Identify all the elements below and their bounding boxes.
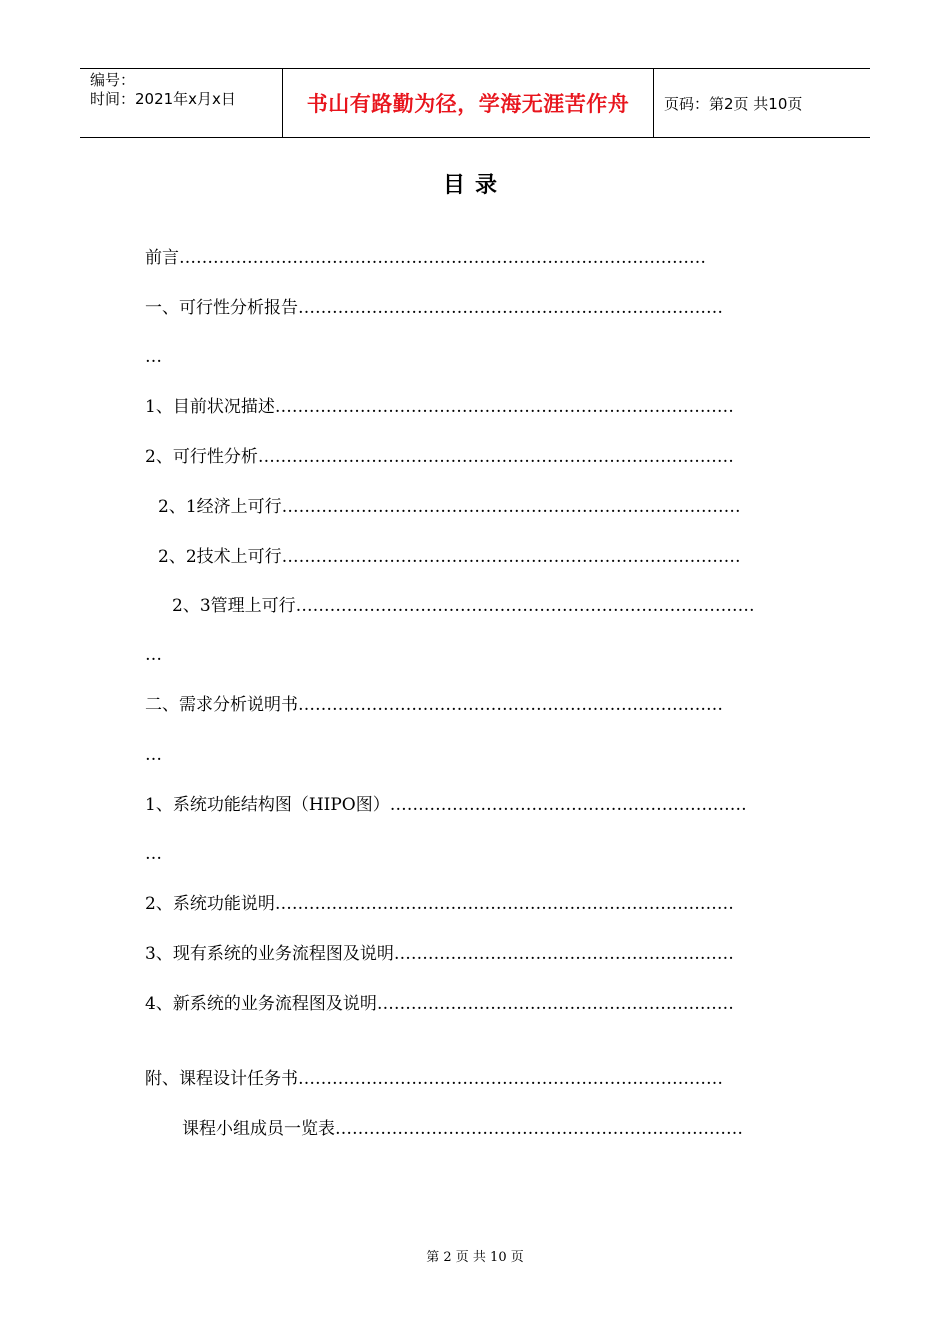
toc-entry-requirements[interactable]: 二、需求分析说明书………………………………………………………………… <box>145 695 723 715</box>
toc-entry-feasibility-report[interactable]: 一、可行性分析报告………………………………………………………………… <box>145 298 723 318</box>
toc-entry-economic[interactable]: 2、1经济上可行……………………………………………………………………… <box>158 497 741 517</box>
toc-entry-continuation: … <box>145 745 162 765</box>
toc-entry-hipo[interactable]: 1、系统功能结构图（HIPO图）……………………………………………………… <box>145 795 747 815</box>
header-left-cell <box>80 69 282 137</box>
serial-label: 编号： <box>90 71 136 89</box>
toc-entry-appendix-task[interactable]: 附、课程设计任务书………………………………………………………………… <box>145 1069 723 1089</box>
toc-entry-continuation: … <box>145 844 162 864</box>
page-info: 页码：第2页 共10页 <box>664 94 803 113</box>
toc-entry-function-desc[interactable]: 2、系统功能说明……………………………………………………………………… <box>145 894 734 914</box>
toc-entry-feasibility-analysis[interactable]: 2、可行性分析………………………………………………………………………… <box>145 447 734 467</box>
time-label: 时间：2021年x月x日 <box>90 90 236 108</box>
toc-entry-management[interactable]: 2、3管理上可行……………………………………………………………………… <box>172 596 755 616</box>
header-motto-cell <box>282 69 654 137</box>
toc-entry-preface[interactable]: 前言………………………………………………………………………………… <box>145 248 706 268</box>
page-header <box>80 68 870 138</box>
toc-entry-continuation: … <box>145 347 162 367</box>
toc-entry-current-status[interactable]: 1、目前状况描述……………………………………………………………………… <box>145 397 734 417</box>
page-footer: 第 2 页 共 10 页 <box>426 1250 524 1265</box>
page-title: 目录 <box>442 172 507 198</box>
toc-entry-continuation: … <box>145 645 162 665</box>
header-page-cell <box>654 69 870 137</box>
toc-entry-new-flow[interactable]: 4、新系统的业务流程图及说明……………………………………………………… <box>145 994 734 1014</box>
motto-text: 书山有路勤为径，学海无涯苦作舟 <box>306 92 630 116</box>
toc-entry-current-flow[interactable]: 3、现有系统的业务流程图及说明…………………………………………………… <box>145 944 734 964</box>
toc-entry-technical[interactable]: 2、2技术上可行……………………………………………………………………… <box>158 547 741 567</box>
toc-entry-member-list[interactable]: 课程小组成员一览表……………………………………………………………… <box>182 1119 743 1139</box>
